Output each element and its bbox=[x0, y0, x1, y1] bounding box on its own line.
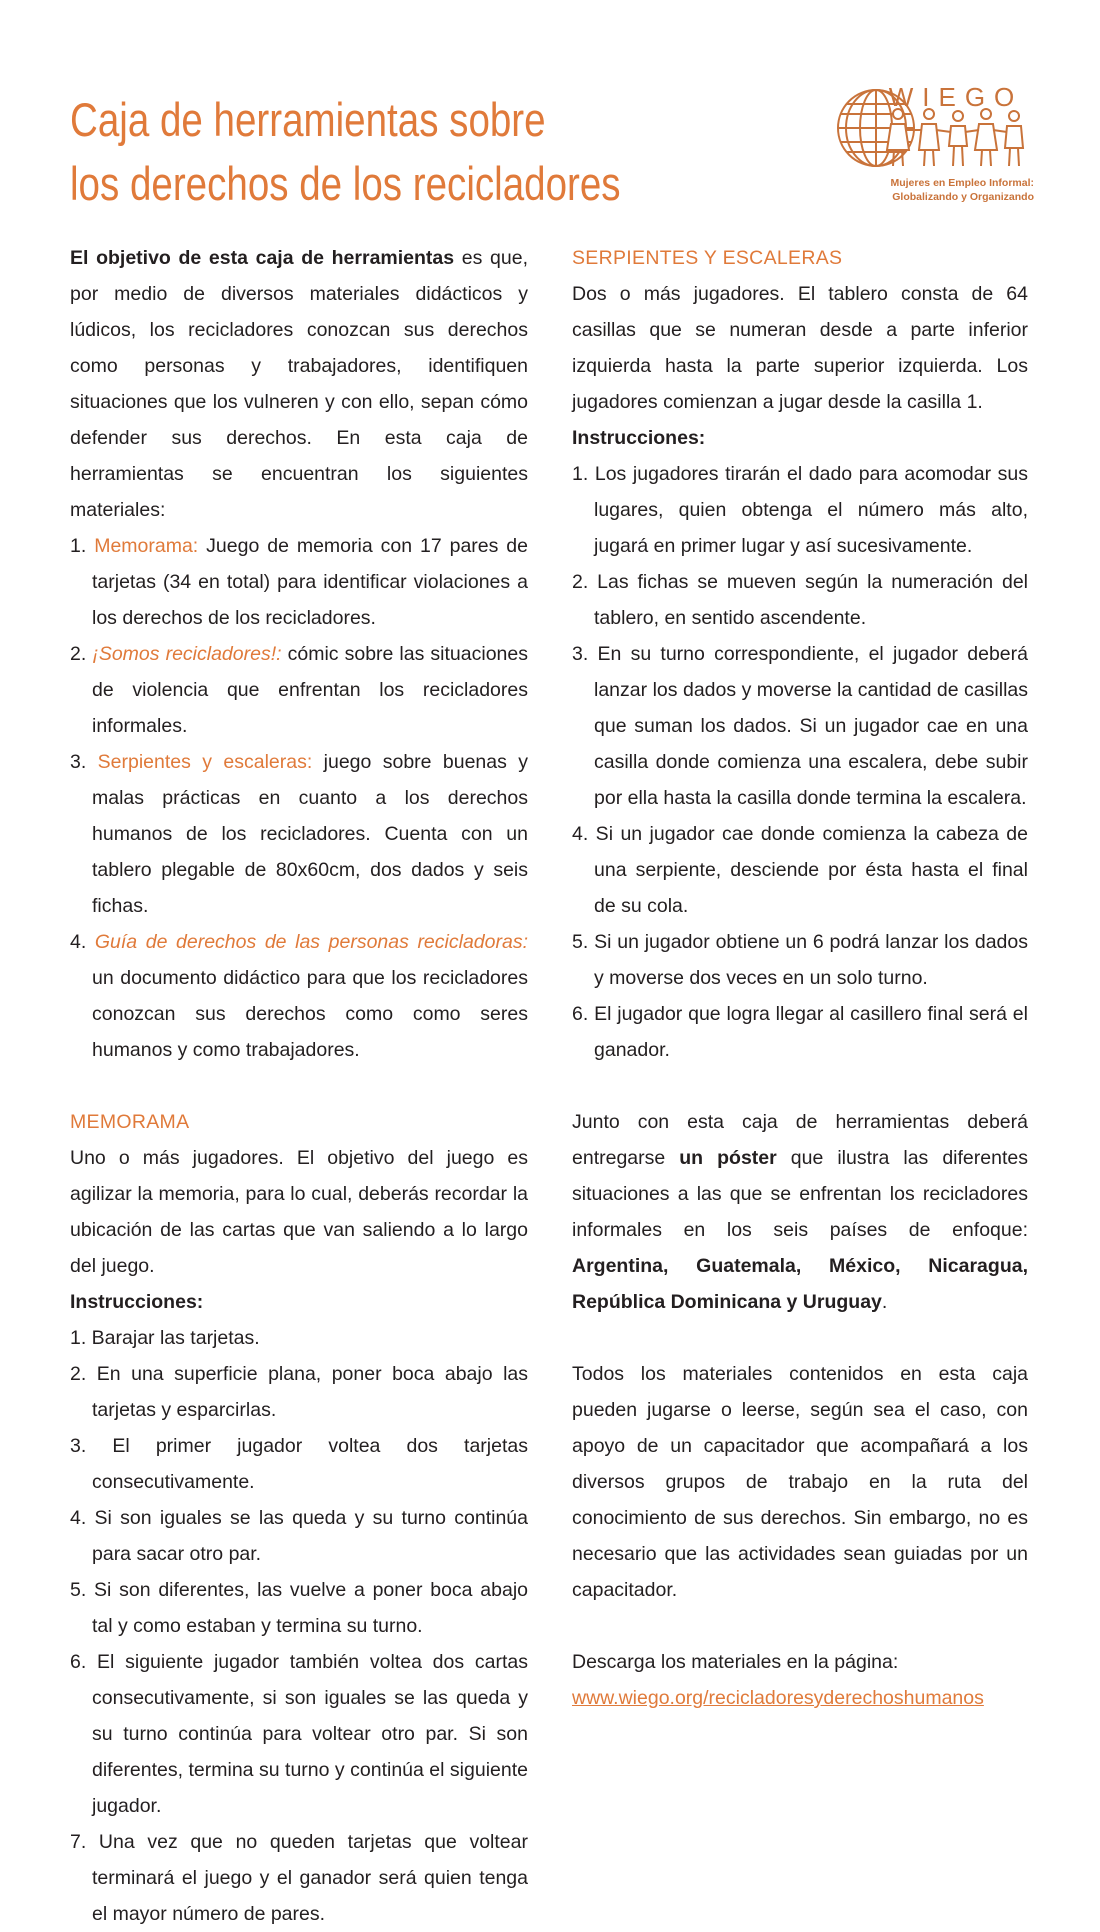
list-item: 1. Memorama: Juego de memoria con 17 pares de tarjetas (34 en total) para identificar violaciones a los derechos de los recicladores. bbox=[70, 535, 528, 629]
wiego-logo bbox=[836, 84, 1036, 209]
right-column bbox=[572, 240, 1028, 1716]
title-line-2: los derechos de los recicladores bbox=[70, 157, 621, 210]
list-item: 7. Una vez que no queden tarjetas que voltear terminará el juego y el ganador será quien tenga el mayor número de pares. bbox=[70, 1831, 528, 1925]
material-name: Serpientes y escaleras: bbox=[97, 751, 313, 773]
list-item: 6. El siguiente jugador también voltea dos cartas consecutivamente, si son iguales se las queda y su turno continúa para voltear otro par. Si son diferentes, termina su turno y continúa el siguiente jugador. bbox=[70, 1651, 528, 1817]
material-name: Memorama: bbox=[94, 535, 199, 557]
memorama-intro: Uno o más jugadores. El objetivo del juego es agilizar la memoria, para lo cual, deberás recordar la ubicación de las cartas que van saliendo a lo largo del juego. bbox=[70, 1147, 528, 1277]
logo-tagline-2: Globalizando y Organizando bbox=[892, 191, 1034, 203]
list-item: 2. Las fichas se mueven según la numeración del tablero, en sentido ascendente. bbox=[572, 571, 1028, 629]
material-name: Guía de derechos de las personas recicladoras: bbox=[94, 931, 528, 953]
list-item: 3. El primer jugador voltea dos tarjetas consecutivamente. bbox=[70, 1435, 528, 1493]
list-item: 5. Si un jugador obtiene un 6 podrá lanzar los dados y moverse dos veces en un solo turno. bbox=[572, 931, 1028, 989]
page-title bbox=[70, 88, 660, 216]
memorama-steps bbox=[70, 1320, 528, 1932]
list-item: 3. En su turno correspondiente, el jugador deberá lanzar los dados y moverse la cantidad de casillas que suman los dados. Si un jugador cae en una casilla donde comienza una escalera, debe subir por ella hasta la casilla donde termina la escalera. bbox=[572, 643, 1028, 809]
poster-bold: un póster bbox=[679, 1147, 777, 1169]
globe-with-figures-icon bbox=[836, 84, 1036, 209]
list-item: 4. Guía de derechos de las personas recicladoras: un documento didáctico para que los recicladores conozcan sus derechos como como seres humanos y como trabajadores. bbox=[70, 931, 528, 1061]
intro-paragraph bbox=[70, 240, 528, 528]
list-item: 1. Los jugadores tirarán el dado para acomodar sus lugares, quien obtenga el número más alto, jugará en primer lugar y así sucesivamente. bbox=[572, 463, 1028, 557]
serpientes-intro: Dos o más jugadores. El tablero consta de 64 casillas que se numeran desde a parte inferior izquierda hasta la parte superior izquierda. Los jugadores comienzan a jugar desde la casilla 1. bbox=[572, 283, 1028, 413]
intro-text: es que, por medio de diversos materiales didácticos y lúdicos, los recicladores conozcan sus derechos como personas y trabajadores, identifiquen situaciones que los vulneren y con ello, sepan cómo defender sus derechos. En esta caja de herramientas se encuentran los siguientes materiales: bbox=[70, 247, 528, 521]
materials-list bbox=[70, 528, 528, 1068]
logo-tagline-1: Mujeres en Empleo Informal: bbox=[890, 177, 1034, 189]
intro-lead: El objetivo de esta caja de herramientas bbox=[70, 247, 455, 269]
poster-paragraph: Junto con esta caja de herramientas deberá entregarse un póster que ilustra las diferentes situaciones a las que se enfrentan los recicladores informales en los seis países de enfoque: Argentina, Guatemala, México, Nicaragua, República Dominicana y Uruguay. bbox=[572, 1111, 1028, 1313]
list-item: 5. Si son diferentes, las vuelve a poner boca abajo tal y como estaban y termina su turno. bbox=[70, 1579, 528, 1637]
list-item: 4. Si un jugador cae donde comienza la cabeza de una serpiente, desciende por ésta hasta el final de su cola. bbox=[572, 823, 1028, 917]
closing-paragraph: Todos los materiales contenidos en esta caja pueden jugarse o leerse, según sea el caso, con apoyo de un capacitador que acompañará a los diversos grupos de trabajo en la ruta del conocimiento de sus derechos. Sin embargo, no es necesario que las actividades sean guiadas por un capacitador. bbox=[572, 1363, 1028, 1601]
logo-name: WIEGO bbox=[888, 84, 1024, 112]
memorama-heading: MEMORAMA bbox=[70, 1111, 190, 1133]
list-item: 2. En una superficie plana, poner boca abajo las tarjetas y esparcirlas. bbox=[70, 1363, 528, 1421]
download-label: Descarga los materiales en la página: bbox=[572, 1651, 899, 1673]
list-item: 1. Barajar las tarjetas. bbox=[70, 1327, 260, 1349]
left-column bbox=[70, 240, 528, 1932]
serpientes-instructions-label: Instrucciones: bbox=[572, 427, 706, 449]
serpientes-steps bbox=[572, 456, 1028, 1068]
list-item: 2. ¡Somos recicladores!: cómic sobre las situaciones de violencia que enfrentan los recicladores informales. bbox=[70, 643, 528, 737]
serpientes-heading: SERPIENTES Y ESCALERAS bbox=[572, 247, 843, 269]
list-item: 3. Serpientes y escaleras: juego sobre buenas y malas prácticas en cuanto a los derechos humanos de los recicladores. Cuenta con un tablero plegable de 80x60cm, dos dados y seis fichas. bbox=[70, 751, 529, 917]
list-item: 4. Si son iguales se las queda y su turno continúa para sacar otro par. bbox=[70, 1507, 528, 1565]
poster-countries: Argentina, Guatemala, México, Nicaragua, República Dominicana y Uruguay bbox=[572, 1255, 1028, 1313]
memorama-instructions-label: Instrucciones: bbox=[70, 1291, 204, 1313]
list-item: 6. El jugador que logra llegar al casillero final será el ganador. bbox=[572, 1003, 1028, 1061]
download-link[interactable]: www.wiego.org/recicladoresyderechoshumanos bbox=[572, 1687, 984, 1709]
title-line-1: Caja de herramientas sobre bbox=[70, 93, 546, 146]
material-name: ¡Somos recicladores!: bbox=[92, 643, 282, 665]
